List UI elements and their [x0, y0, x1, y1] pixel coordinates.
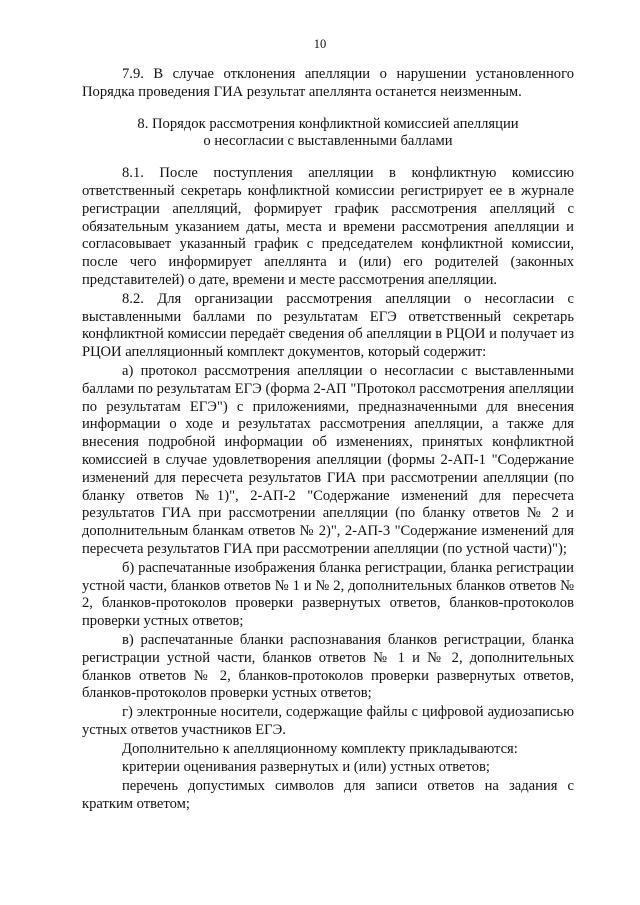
- list-item-v: в) распечатанные бланки распознавания бланков регистрации, бланка регистрации устной части, бланков ответов № 1 и № 2, дополнительных бланков ответов № 2, бланков-протоколов проверки развернутых ответов, бланков-протоколов проверки устных ответов;: [82, 631, 574, 702]
- page-number: 10: [313, 37, 327, 51]
- paragraph-additional: Дополнительно к апелляционному комплекту прикладываются:: [122, 740, 518, 757]
- section-heading-line-1: 8. Порядок рассмотрения конфликтной комиссией апелляции: [137, 115, 519, 132]
- paragraph-8-1: 8.1. После поступления апелляции в конфликтную комиссию ответственный секретарь конфликтной комиссии регистрирует ее в журнале регистрации апелляций, формирует график рассмотрения апелляций с обязательным указанием даты, места и времени рассмотрения апелляции и согласовывает указанный график с председателем конфликтной комиссии, после чего информирует апеллянта и (или) его родителей (законных представителей) о дате, времени и месте рассмотрения апелляции.: [82, 165, 574, 288]
- paragraph-8-2: 8.2. Для организации рассмотрения апелляции о несогласии с выставленными баллами по результатам ЕГЭ ответственный секретарь конфликтной комиссии передаёт сведения об апелляции в РЦОИ и получает из РЦОИ апелляционный комплект документов, который содержит:: [82, 290, 574, 361]
- document-body: [82, 66, 574, 814]
- section-heading: [82, 116, 574, 152]
- paragraph-symbols: перечень допустимых символов для записи ответов на задания с кратким ответом;: [82, 778, 574, 813]
- list-item-b: б) распечатанные изображения бланка регистрации, бланка регистрации устной части, бланков ответов № 1 и № 2, дополнительных бланков ответов № 2, бланков-протоколов проверки развернутых ответов, бланков-протоколов проверки устных ответов;: [82, 559, 574, 630]
- paragraph-7-9: 7.9. В случае отклонения апелляции о нарушении установленного Порядка проведения ГИА результат апеллянта останется неизменным.: [82, 66, 574, 100]
- section-heading-line-2: о несогласии с выставленными баллами: [203, 133, 453, 150]
- paragraph-criteria: критерии оценивания развернутых и (или) устных ответов;: [122, 759, 490, 776]
- list-item-a: а) протокол рассмотрения апелляции о несогласии с выставленными баллами по результатам ЕГЭ (форма 2-АП "Протокол рассмотрения апелляции по результатам ЕГЭ") с приложениями, предназначенными для внесения информации о ходе и результатах рассмотрения апелляции, а также для внесения подробной информации об изменениях, принятых конфликтной комиссией в случае удовлетворения апелляции (формы 2-АП-1 "Содержание изменений для пересчета результатов ГИА при рассмотрении апелляции (по бланку ответов №1)", 2-АП-2 "Содержание изменений для пересчета результатов ГИА при рассмотрении апелляции (по бланку ответов № 2 и дополнительным бланкам ответов № 2)", 2-АП-3 "Содержание изменений для пересчета результатов ГИА при рассмотрении апелляции (по устной части)");: [82, 362, 574, 557]
- list-item-g: г) электронные носители, содержащие файлы с цифровой аудиозаписью устных ответов участников ЕГЭ.: [82, 704, 574, 738]
